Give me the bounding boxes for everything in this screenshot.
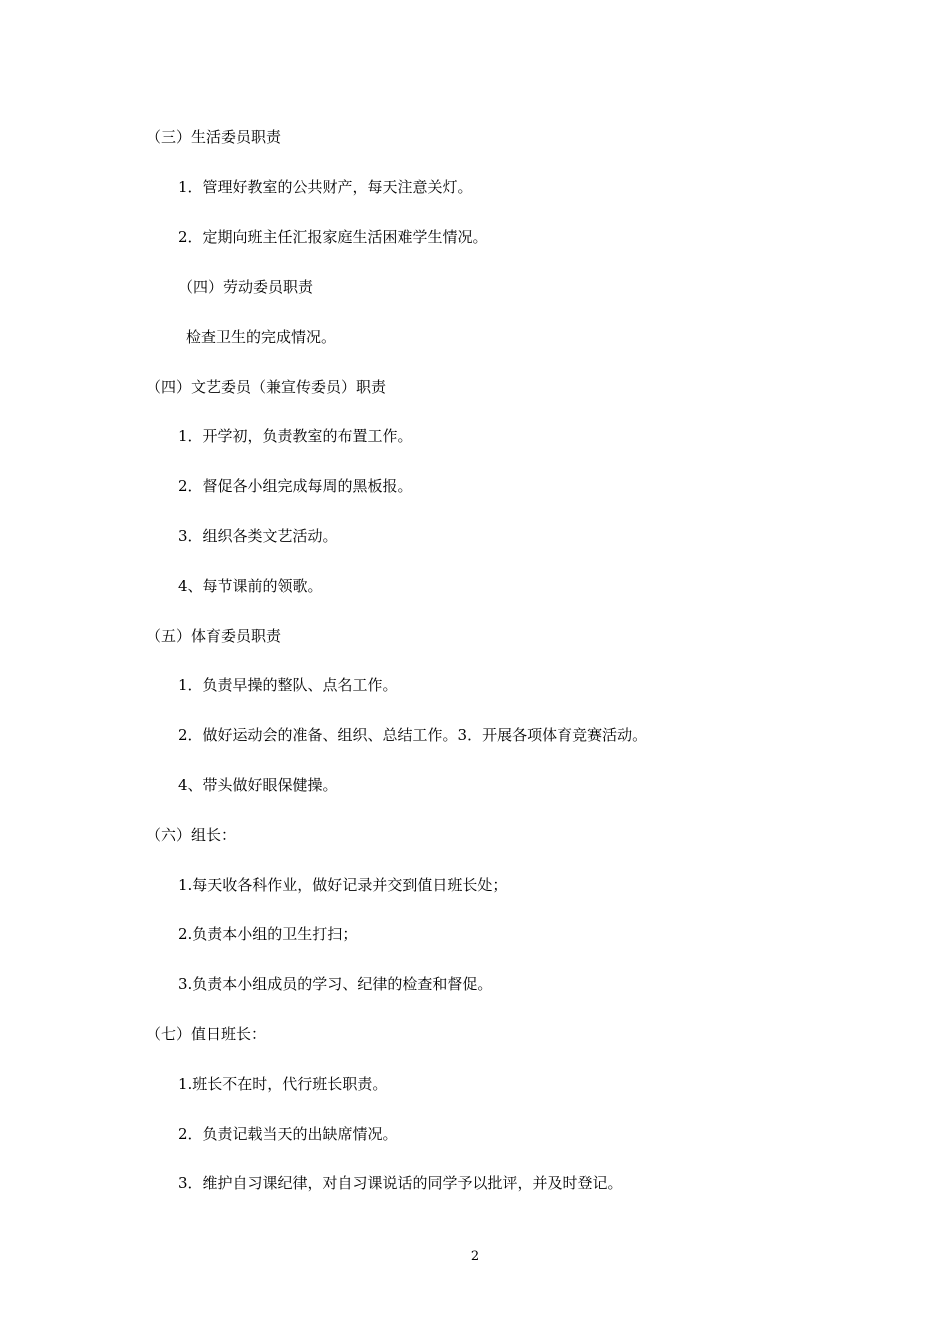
arts-duty-item-4: 4、每节课前的领歌。 [178, 577, 323, 595]
section-heading-labor-committee: （四）劳动委员职责 [178, 278, 314, 296]
sports-duty-item-1: 1．负责早操的整队、点名工作。 [178, 676, 398, 694]
group-leader-duty-item-2: 2.负责本小组的卫生打扫； [178, 925, 358, 943]
arts-duty-item-1: 1．开学初，负责教室的布置工作。 [178, 427, 413, 445]
duty-monitor-item-2: 2．负责记载当天的出缺席情况。 [178, 1125, 398, 1143]
page-number: 2 [470, 1249, 480, 1264]
group-leader-duty-item-3: 3.负责本小组成员的学习、纪律的检查和督促。 [178, 975, 493, 993]
sports-duty-item-4: 4、带头做好眼保健操。 [178, 776, 338, 794]
arts-duty-item-3: 3．组织各类文艺活动。 [178, 527, 338, 545]
arts-duty-item-2: 2．督促各小组完成每周的黑板报。 [178, 477, 413, 495]
duty-monitor-item-3: 3．维护自习课纪律，对自习课说话的同学予以批评，并及时登记。 [178, 1174, 623, 1192]
life-duty-item-2: 2．定期向班主任汇报家庭生活困难学生情况。 [178, 228, 488, 246]
section-heading-group-leader: （六）组长： [146, 826, 237, 844]
duty-monitor-item-1: 1.班长不在时，代行班长职责。 [178, 1075, 388, 1093]
sports-duty-item-2-3: 2．做好运动会的准备、组织、总结工作。3．开展各项体育竞赛活动。 [178, 726, 648, 744]
section-heading-duty-monitor: （七）值日班长： [146, 1025, 267, 1043]
life-duty-item-1: 1．管理好教室的公共财产，每天注意关灯。 [178, 178, 473, 196]
labor-duty-item: 检查卫生的完成情况。 [186, 328, 337, 346]
group-leader-duty-item-1: 1.每天收各科作业，做好记录并交到值日班长处； [178, 876, 508, 894]
section-heading-life-committee: （三）生活委员职责 [146, 128, 282, 146]
section-heading-arts-committee: （四）文艺委员（兼宣传委员）职责 [146, 378, 387, 396]
section-heading-sports-committee: （五）体育委员职责 [146, 627, 282, 645]
